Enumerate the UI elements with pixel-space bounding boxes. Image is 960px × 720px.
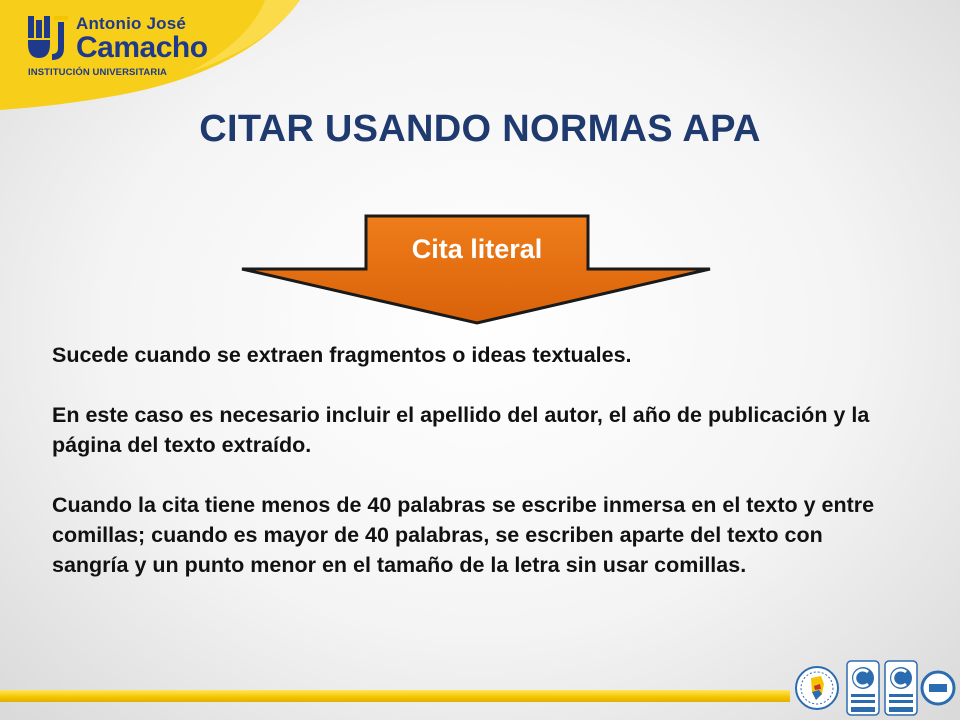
paragraph-1: Sucede cuando se extraen fragmentos o ideas textuales. bbox=[52, 343, 632, 367]
colombia-seal-icon bbox=[794, 660, 840, 716]
iso-9001-cert-icon bbox=[846, 660, 880, 716]
body-text bbox=[52, 340, 892, 610]
arrow-label: Cita literal bbox=[411, 234, 543, 264]
institution-logo bbox=[26, 12, 208, 82]
footer-bar bbox=[0, 690, 790, 702]
iso-9001-cert-icon bbox=[884, 660, 918, 716]
logo-name-line1: Antonio José bbox=[76, 14, 187, 33]
slide-title: CITAR USANDO NORMAS APA bbox=[199, 108, 761, 150]
institution-emblem-icon bbox=[26, 14, 70, 62]
icontec-logo-icon bbox=[920, 660, 956, 716]
paragraph-2: En este caso es necesario incluir el apellido del autor, el año de publicación y la página del texto extraído. bbox=[52, 403, 870, 457]
paragraph-3: Cuando la cita tiene menos de 40 palabras se escribe inmersa en el texto y entre comillas; cuando es mayor de 40 palabras, se escriben aparte del texto con sangría y un punto menor en el tamaño de la letra sin usar comillas. bbox=[52, 493, 875, 577]
logo-subtitle: INSTITUCIÓN UNIVERSITARIA bbox=[28, 67, 168, 78]
down-arrow-shape bbox=[240, 212, 712, 326]
logo-name-line2: Camacho bbox=[76, 31, 208, 64]
